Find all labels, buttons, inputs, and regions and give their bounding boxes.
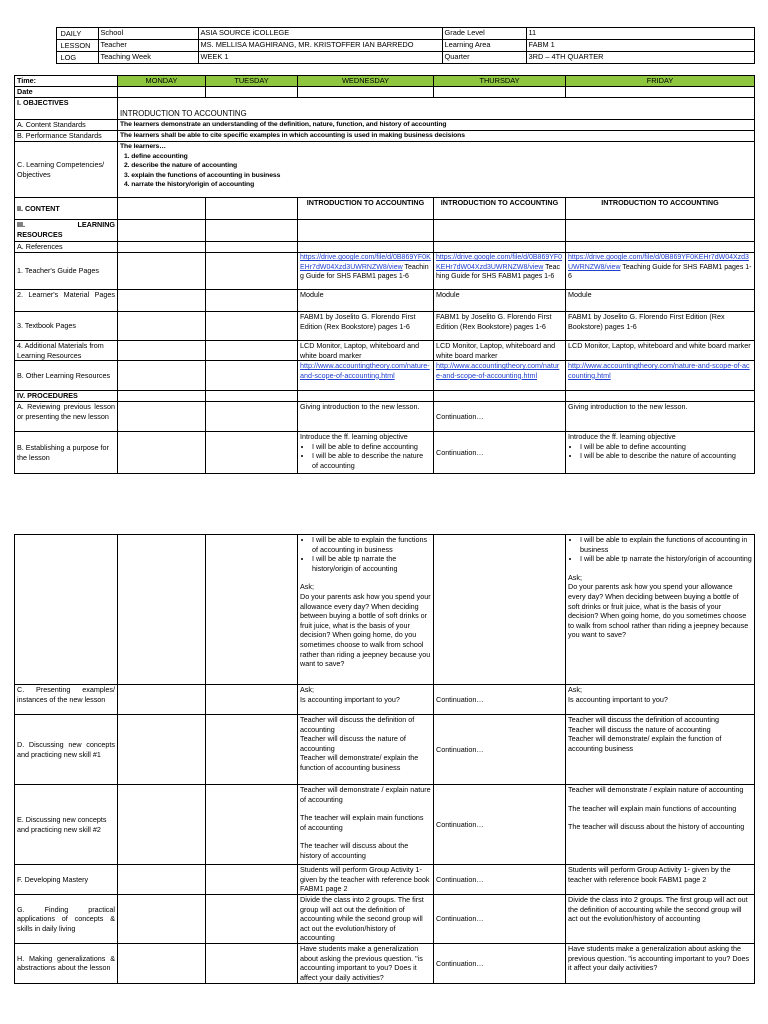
day-wednesday: WEDNESDAY bbox=[298, 76, 434, 87]
dll-title-3: LOG bbox=[56, 52, 98, 64]
resources-label-c: RESOURCES bbox=[17, 229, 63, 239]
purpose-objective: • I will be able tp narrate the history/origin of accounting bbox=[312, 554, 431, 573]
purpose-label: B. Establishing a purpose for the lesson bbox=[15, 432, 118, 474]
school-label: School bbox=[98, 28, 198, 40]
discuss1-item: Teacher will discuss the definition of accounting bbox=[300, 715, 415, 734]
date-label: Date bbox=[15, 87, 118, 98]
quarter-value: 3RD – 4TH QUARTER bbox=[526, 52, 754, 64]
resources-label bbox=[15, 220, 118, 242]
learners-material-wednesday: Module bbox=[298, 290, 434, 312]
generalization-thursday: Continuation… bbox=[434, 943, 566, 983]
teachers-guide-text: Teaching Guide for SHS FABM1 pages 1-6 bbox=[568, 263, 752, 281]
performance-standards-label: B. Performance Standards bbox=[15, 131, 118, 142]
purpose-objective: • I will be able tp narrate the history/origin of accounting bbox=[580, 554, 752, 564]
discuss2-item: The teacher will explain main functions of accounting bbox=[300, 813, 424, 832]
ask-text: Do your parents ask how you spend your allowance every day? When deciding between buying a bottle of soft drinks or fruit juice, what is the basis of your decision? When going home, do you sometimes choose to walk from school rather than riding a jeepney because you want to save? bbox=[300, 591, 431, 669]
learners-material-text: 2. Learner's Material Pages bbox=[17, 290, 115, 299]
teachers-guide-thursday bbox=[434, 253, 566, 290]
resources-label-b: LEARNING bbox=[77, 220, 115, 229]
discuss2-item: The teacher will discuss about the history of accounting bbox=[568, 822, 745, 832]
other-resources-link[interactable]: http://www.accountingtheory.com/nature-and-scope-of-accounting.html bbox=[300, 361, 430, 380]
discuss2-item: Teacher will demonstrate / explain nature of accounting bbox=[568, 785, 744, 794]
competencies-intro: The learners… bbox=[120, 143, 166, 150]
discuss1-item: Teacher will discuss the definition of accounting bbox=[568, 715, 720, 724]
discuss2-label: E. Discussing new concepts and practicing new skill #2 bbox=[15, 785, 118, 865]
teachers-guide-label: 1. Teacher's Guide Pages bbox=[15, 253, 118, 290]
ask-text: Do your parents ask how you spend your allowance every day? When deciding between buying a bottle of soft drinks or fruit juice, what is the basis of your decision? When going home, do you sometimes choose to walk from school rather than riding a jeepney because you want to save? bbox=[568, 582, 749, 640]
content-standards-label: A. Content Standards bbox=[15, 120, 118, 131]
teacher-value: MS. MELLISA MAGHIRANG, MR. KRISTOFFER IAN BARREDO bbox=[198, 40, 442, 52]
content-friday: INTRODUCTION TO ACCOUNTING bbox=[566, 198, 755, 220]
grade-value: 11 bbox=[526, 28, 754, 40]
lesson-table-page2 bbox=[14, 534, 755, 984]
week-label: Teaching Week bbox=[98, 52, 198, 64]
discuss2-item: The teacher will discuss about the history of accounting bbox=[300, 841, 409, 860]
additional-materials-thursday: LCD Monitor, Laptop, whiteboard and white board marker bbox=[434, 341, 566, 361]
teachers-guide-link[interactable]: https://drive.google.com/file/d/0B869YF0KEHr7dW04Xzd3UWRNZW8/view bbox=[436, 254, 563, 271]
teachers-guide-text: Teaching Guide for SHS FABM1 pages 1-6 bbox=[300, 263, 429, 281]
mastery-wednesday: Students will perform Group Activity 1- given by the teacher with reference book FABM1 page 2 bbox=[298, 865, 434, 895]
examples-question: Is accounting important to you? bbox=[568, 694, 668, 704]
generalization-label: H. Making generalizations & abstractions about the lesson bbox=[15, 943, 118, 983]
discuss1-wednesday bbox=[298, 715, 434, 785]
purpose-objective: • I will be able to define accounting bbox=[312, 442, 431, 452]
performance-standards-value: The learners shall be able to cite specific examples in which accounting is used in making business decisions bbox=[118, 131, 755, 142]
purpose-intro: Introduce the ff. learning objective bbox=[568, 432, 676, 442]
discuss1-item: Teacher will demonstrate/ explain the function of accounting business bbox=[300, 753, 419, 772]
teachers-guide-friday bbox=[566, 253, 755, 290]
resources-label-a: III. bbox=[17, 220, 25, 229]
dll-title-1: DAILY bbox=[56, 28, 98, 40]
review-friday: Giving introduction to the new lesson. bbox=[566, 402, 755, 432]
competency-item: 4. narrate the history/origin of accounting bbox=[124, 181, 255, 189]
examples-ask: Ask; bbox=[568, 685, 582, 694]
applications-wednesday: Divide the class into 2 groups. The first group will act out the definition of accounting while the second group will act out the evolution/history of accounting bbox=[298, 895, 434, 944]
teachers-guide-wednesday bbox=[298, 253, 434, 290]
mastery-thursday: Continuation… bbox=[434, 865, 566, 895]
school-value: ASIA SOURCE iCOLLEGE bbox=[198, 28, 442, 40]
examples-thursday: Continuation… bbox=[434, 685, 566, 715]
other-resources-link[interactable]: http://www.accountingtheory.com/nature-and-scope-of-accounting.html bbox=[568, 361, 750, 380]
examples-label: C. Presenting examples/ instances of the new lesson bbox=[15, 685, 118, 715]
day-friday: FRIDAY bbox=[566, 76, 755, 87]
day-monday: MONDAY bbox=[118, 76, 206, 87]
area-label: Learning Area bbox=[442, 40, 526, 52]
examples-question: Is accounting important to you? bbox=[300, 694, 400, 704]
content-wednesday: INTRODUCTION TO ACCOUNTING bbox=[298, 198, 434, 220]
day-thursday: THURSDAY bbox=[434, 76, 566, 87]
procedures-label: IV. PROCEDURES bbox=[15, 391, 118, 402]
discuss2-item: The teacher will explain main functions of accounting bbox=[568, 803, 737, 813]
examples-wednesday bbox=[298, 685, 434, 715]
competency-item: 3. explain the functions of accounting in business bbox=[124, 171, 281, 179]
other-resources-label: B. Other Learning Resources bbox=[15, 361, 118, 391]
competency-item: 1. define accounting bbox=[124, 152, 188, 160]
week-value: WEEK 1 bbox=[198, 52, 442, 64]
review-thursday: Continuation… bbox=[434, 402, 566, 432]
additional-materials-friday: LCD Monitor, Laptop, whiteboard and white board marker bbox=[566, 341, 755, 361]
textbook-label: 3. Textbook Pages bbox=[15, 312, 118, 341]
ask-label: Ask; bbox=[568, 572, 582, 582]
content-label: II. CONTENT bbox=[15, 198, 118, 220]
competencies-label: C. Learning Competencies/ Objectives bbox=[15, 142, 118, 198]
applications-label: G. Finding practical applications of concepts & skills in daily living bbox=[15, 895, 118, 944]
content-thursday: INTRODUCTION TO ACCOUNTING bbox=[434, 198, 566, 220]
examples-ask: Ask; bbox=[300, 685, 314, 694]
generalization-wednesday: Have students make a generalization about asking the previous question. "is accounting important to you? Does it affect your daily activities? bbox=[298, 943, 434, 983]
purpose-thursday: Continuation… bbox=[434, 432, 566, 474]
additional-materials-label: 4. Additional Materials from Learning Resources bbox=[15, 341, 118, 361]
discuss1-item: Teacher will demonstrate/ explain the function of accounting business bbox=[568, 734, 722, 753]
ask-label: Ask; bbox=[300, 582, 314, 592]
header-table bbox=[14, 27, 755, 64]
purpose-objective: • I will be able to describe the nature of accounting bbox=[312, 451, 431, 470]
lesson-table-page1 bbox=[14, 75, 755, 474]
textbook-thursday: FABM1 by Joselito G. Florendo First Edition (Rex Bookstore) pages 1-6 bbox=[434, 312, 566, 341]
competencies-list bbox=[118, 142, 755, 198]
content-standards-value: The learners demonstrate an understanding of the definition, nature, function, and history of accounting bbox=[118, 120, 755, 131]
quarter-label: Quarter bbox=[442, 52, 526, 64]
other-resources-friday bbox=[566, 361, 755, 391]
purpose-objective: • I will be able to explain the functions of accounting in business bbox=[580, 535, 752, 554]
objectives-label: I. OBJECTIVES bbox=[15, 98, 118, 120]
textbook-wednesday: FABM1 by Joselito G. Florendo First Edition (Rex Bookstore) pages 1-6 bbox=[298, 312, 434, 341]
discuss1-thursday: Continuation… bbox=[434, 715, 566, 785]
other-resources-wednesday bbox=[298, 361, 434, 391]
teacher-label: Teacher bbox=[98, 40, 198, 52]
discuss1-label: D. Discussing new concepts and practicing new skill #1 bbox=[15, 715, 118, 785]
purpose-cont-wednesday bbox=[298, 535, 434, 685]
applications-thursday: Continuation… bbox=[434, 895, 566, 944]
area-value: FABM 1 bbox=[526, 40, 754, 52]
discuss1-friday bbox=[566, 715, 755, 785]
discuss1-item: Teacher will discuss the nature of accounting bbox=[300, 734, 406, 753]
purpose-intro: Introduce the ff. learning objective bbox=[300, 432, 408, 442]
purpose-objective: • I will be able to describe the nature of accounting bbox=[580, 451, 752, 461]
generalization-friday: Have students make a generalization about asking the previous question. "is accounting important to you? Does it affect your daily activities? bbox=[566, 943, 755, 983]
purpose-cont-friday bbox=[566, 535, 755, 685]
textbook-friday: FABM1 by Joselito G. Florendo First Edition (Rex Bookstore) pages 1-6 bbox=[566, 312, 755, 341]
discuss1-item: Teacher will discuss the nature of accounting bbox=[568, 724, 711, 734]
learners-material-thursday: Module bbox=[434, 290, 566, 312]
dll-title-2: LESSON bbox=[56, 40, 98, 52]
competency-item: 2. describe the nature of accounting bbox=[124, 162, 238, 170]
discuss2-friday bbox=[566, 785, 755, 865]
purpose-objective: • I will be able to explain the functions of accounting in business bbox=[312, 535, 431, 554]
additional-materials-wednesday: LCD Monitor, Laptop, whiteboard and white board marker bbox=[298, 341, 434, 361]
teachers-guide-link[interactable]: https://drive.google.com/file/d/0B869YF0KEHr7dW04Xzd3UWRNZW8/view bbox=[300, 254, 431, 271]
discuss2-wednesday bbox=[298, 785, 434, 865]
discuss2-thursday: Continuation… bbox=[434, 785, 566, 865]
references-label: A. References bbox=[15, 242, 118, 253]
discuss2-item: Teacher will demonstrate / explain nature of accounting bbox=[300, 785, 431, 804]
mastery-label: F. Developing Mastery bbox=[15, 865, 118, 895]
purpose-objective: • I will be able to define accounting bbox=[580, 442, 752, 452]
learners-material-friday: Module bbox=[566, 290, 755, 312]
review-wednesday: Giving introduction to the new lesson. bbox=[298, 402, 434, 432]
objectives-intro: INTRODUCTION TO ACCOUNTING bbox=[118, 98, 755, 120]
review-label: A. Reviewing previous lesson or presenting the new lesson bbox=[15, 402, 118, 432]
examples-friday bbox=[566, 685, 755, 715]
teachers-guide-link[interactable]: https://drive.google.com/file/d/0B869YF0KEHr7dW04Xzd3UWRNZW8/view bbox=[568, 254, 749, 271]
other-resources-link[interactable]: http://www.accountingtheory.com/nature-and-scope-of-accounting.html bbox=[436, 361, 560, 380]
other-resources-thursday bbox=[434, 361, 566, 391]
teachers-guide-text: Teaching Guide for SHS FABM1 pages 1-6 bbox=[436, 263, 560, 281]
learners-material-label bbox=[15, 290, 118, 312]
grade-label: Grade Level bbox=[442, 28, 526, 40]
purpose-friday bbox=[566, 432, 755, 474]
day-tuesday: TUESDAY bbox=[206, 76, 298, 87]
mastery-friday: Students will perform Group Activity 1- given by the teacher with reference book FABM1 page 2 bbox=[566, 865, 755, 895]
time-label: Time: bbox=[15, 76, 118, 87]
purpose-wednesday bbox=[298, 432, 434, 474]
applications-friday: Divide the class into 2 groups. The first group will act out the definition of accounting while the second group will act out the evolution/history of accounting bbox=[566, 895, 755, 944]
